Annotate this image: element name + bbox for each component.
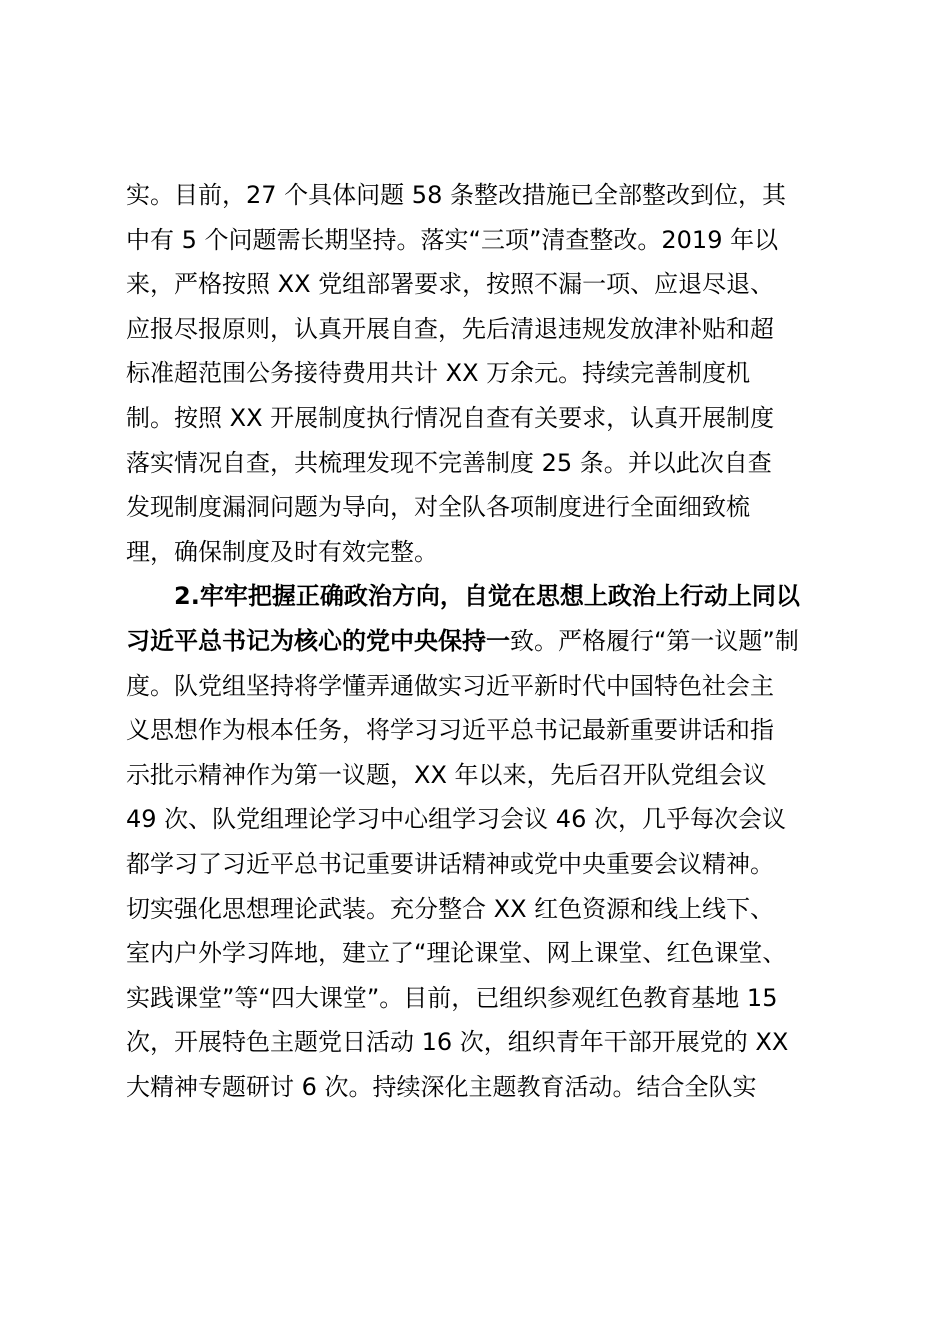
paragraph-2-line-8: 实践课堂”等“四大课堂”。目前，已组织参观红色教育基地 15 [126, 983, 778, 1012]
paragraph-2-line-1: 度。队党组坚持将学懂弄通做实习近平新时代中国特色社会主 [126, 671, 774, 700]
body-text [126, 173, 846, 1109]
paragraph-2-line-10: 大精神专题研讨 6 次。持续深化主题教育活动。结合全队实 [126, 1072, 757, 1101]
paragraph-2-line-2: 义思想作为根本任务，将学习习近平总书记最新重要讲话和指 [126, 716, 774, 745]
paragraph-1-line-1: 实。目前，27 个具体问题 58 条整改措施已全部整改到位，其 [126, 181, 786, 209]
paragraph-1-line-4: 应报尽报原则，认真开展自查，先后清退违规发放津补贴和超 [126, 314, 774, 343]
paragraph-2-line-4: 49 次、队党组理论学习中心组学习会议 46 次，几乎每次会议 [126, 805, 786, 834]
paragraph-1-line-8: 发现制度漏洞问题为导向，对全队各项制度进行全面细致梳 [126, 493, 750, 522]
paragraph-2-heading-rest: 致。严格履行“第一议题”制 [510, 626, 799, 655]
paragraph-1-line-2: 中有 5 个问题需长期坚持。落实“三项”清查整改。2019 年以 [126, 225, 779, 254]
paragraph-2-line-9: 次，开展特色主题党日活动 16 次，组织青年干部开展党的 XX [126, 1028, 789, 1057]
paragraph-2-line-7: 室内户外学习阵地，建立了“理论课堂、网上课堂、红色课堂、 [126, 939, 787, 968]
paragraph-1-line-3: 来，严格按照 XX 党组部署要求，按照不漏一项、应退尽退、 [126, 270, 775, 299]
paragraph-2-heading-line-2 [126, 619, 846, 664]
paragraph-2-line-5: 都学习了习近平总书记重要讲话精神或党中央重要会议精神。 [126, 849, 774, 878]
paragraph-1-line-6: 制。按照 XX 开展制度执行情况自查有关要求，认真开展制度 [126, 403, 775, 432]
paragraph-1-line-7: 落实情况自查，共梳理发现不完善制度 25 条。并以此次自查 [126, 448, 772, 477]
paragraph-2-heading-bold-part: 习近平总书记为核心的党中央保持一 [126, 626, 510, 655]
paragraph-2-line-3: 示批示精神作为第一议题，XX 年以来，先后召开队党组会议 [126, 760, 767, 789]
paragraph-2-heading-line-1: 2.牢牢把握正确政治方向，自觉在思想上政治上行动上同以 [174, 582, 800, 611]
paragraph-2-line-6: 切实强化思想理论武装。充分整合 XX 红色资源和线上线下、 [126, 894, 775, 923]
paragraph-1-line-5: 标准超范围公务接待费用共计 XX 万余元。持续完善制度机 [126, 359, 751, 388]
paragraph-1-line-9: 理，确保制度及时有效完整。 [126, 537, 438, 566]
